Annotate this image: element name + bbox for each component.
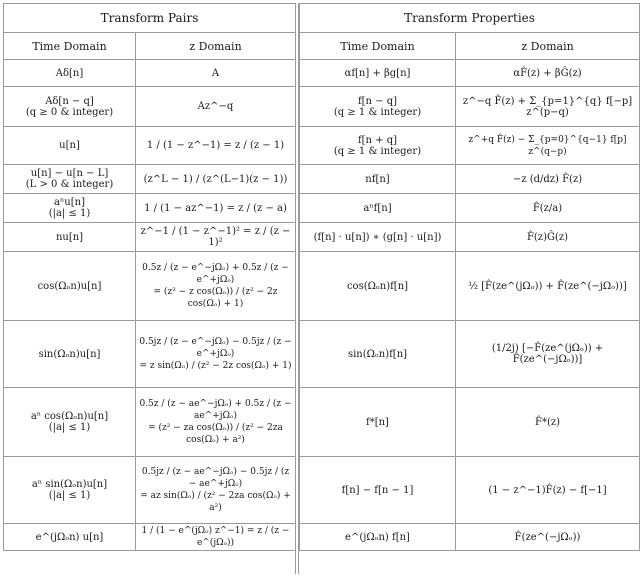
props-cell <box>456 457 640 524</box>
props-cell <box>456 127 640 165</box>
pairs-time-domain-cell: e^(jΩₒn) u[n] <box>35 531 104 543</box>
props-cell <box>300 321 456 388</box>
pairs-cell <box>4 223 136 252</box>
pairs-cell <box>136 457 296 524</box>
props-cell <box>456 165 640 194</box>
pairs-row <box>4 321 296 388</box>
props-row <box>300 388 640 457</box>
props-time-domain-cell: nf[n] <box>365 173 390 185</box>
props-z-domain-cell: −z (d/dz) F̂(z) <box>512 173 583 185</box>
props-z-domain-cell: F̂(ze^(−jΩₒ)) <box>514 531 581 543</box>
props-time-domain-cell: e^(jΩₒn) f[n] <box>345 531 410 543</box>
props-row <box>300 457 640 524</box>
pairs-time-domain-cell: Aδ[n] <box>55 67 84 79</box>
pairs-row <box>4 165 296 194</box>
pairs-row <box>4 252 296 321</box>
props-row <box>300 165 640 194</box>
props-row <box>300 524 640 551</box>
props-z-domain-header: z Domain <box>456 33 640 60</box>
pairs-z-domain-cell: 0.5z / (z − ae^−jΩₒ) + 0.5z / (z − ae^+jΩₒ) = (z² − za cos(Ωₒ)) / (z² − 2za cos(Ωₒ) + a²) <box>139 399 292 445</box>
pairs-row <box>4 60 296 87</box>
props-cell <box>456 252 640 321</box>
props-cell <box>300 388 456 457</box>
props-z-domain-cell: F̂*(z) <box>535 416 561 428</box>
pairs-z-domain-cell: 0.5jz / (z − ae^−jΩₒ) − 0.5jz / (z − ae^+jΩₒ) = az sin(Ωₒ) / (z² − 2za cos(Ωₒ) + a²) <box>140 467 291 513</box>
props-cell <box>456 321 640 388</box>
props-cell <box>456 87 640 127</box>
pairs-cell <box>136 252 296 321</box>
pairs-group-header: Transform Pairs <box>4 4 296 33</box>
pairs-z-domain-header: z Domain <box>136 33 296 60</box>
props-time-domain-cell: (f[n] · u[n]) ∗ (g[n] · u[n]) <box>313 231 442 243</box>
props-time-domain-header: Time Domain <box>300 33 456 60</box>
props-z-domain-cell: F̂(z)Ĝ(z) <box>526 231 569 243</box>
pairs-z-domain-cell: z^−1 / (1 − z^−1)² = z / (z − 1)² <box>140 226 291 248</box>
pairs-time-domain-cell: Aδ[n − q] (q ≥ 0 & integer) <box>25 95 114 118</box>
pairs-cell <box>4 165 136 194</box>
props-cell <box>300 194 456 223</box>
props-cell <box>300 524 456 551</box>
props-cell <box>300 252 456 321</box>
pairs-cell <box>136 524 296 551</box>
pairs-z-domain-cell: 0.5jz / (z − e^−jΩₒ) − 0.5jz / (z − e^+jΩₒ) = z sin(Ωₒ) / (z² − 2z cos(Ωₒ) + 1) <box>139 337 292 371</box>
pairs-row <box>4 127 296 165</box>
props-row <box>300 127 640 165</box>
pairs-row <box>4 194 296 223</box>
pairs-time-domain-cell: u[n] − u[n − L] (L > 0 & integer) <box>25 168 114 190</box>
props-cell <box>456 60 640 87</box>
props-row <box>300 252 640 321</box>
props-time-domain-cell: αf[n] + βg[n] <box>344 67 411 79</box>
pairs-cell <box>4 127 136 165</box>
transform-pairs-table <box>3 3 296 551</box>
props-cell <box>456 223 640 252</box>
pairs-cell <box>136 388 296 457</box>
props-row <box>300 223 640 252</box>
pairs-cell <box>4 87 136 127</box>
pairs-cell <box>136 194 296 223</box>
pairs-time-domain-cell: aⁿ sin(Ωₒn)u[n] (|a| ≤ 1) <box>31 479 108 501</box>
props-time-domain-cell: sin(Ωₒn)f[n] <box>347 348 408 360</box>
props-z-domain-cell: z^−q F̂(z) + Σ_{p=1}^{q} f[−p] z^(p−q) <box>462 95 633 118</box>
pairs-cell <box>4 457 136 524</box>
props-cell <box>456 524 640 551</box>
props-cell <box>300 457 456 524</box>
props-cell <box>300 223 456 252</box>
pairs-time-domain-header: Time Domain <box>4 33 136 60</box>
props-cell <box>300 87 456 127</box>
props-row <box>300 60 640 87</box>
props-row <box>300 194 640 223</box>
props-row <box>300 87 640 127</box>
props-cell <box>456 388 640 457</box>
pairs-time-domain-cell: aⁿ cos(Ωₒn)u[n] (|a| ≤ 1) <box>30 411 109 433</box>
pairs-z-domain-cell: 1 / (1 − z^−1) = z / (z − 1) <box>146 140 285 151</box>
pairs-cell <box>4 60 136 87</box>
props-z-domain-cell: ½ [F̂(ze^(jΩₒ)) + F̂(ze^(−jΩₒ))] <box>468 280 627 292</box>
props-z-domain-cell: (1 − z^−1)F̂(z) − f[−1] <box>488 484 607 496</box>
transform-properties-table <box>299 3 640 551</box>
props-cell <box>300 165 456 194</box>
pairs-cell <box>4 321 136 388</box>
props-time-domain-cell: cos(Ωₒn)f[n] <box>346 280 409 292</box>
pairs-time-domain-cell: u[n] <box>59 140 80 151</box>
pairs-cell <box>4 388 136 457</box>
pairs-row <box>4 457 296 524</box>
pairs-time-domain-cell: cos(Ωₒn)u[n] <box>37 280 102 292</box>
pairs-cell <box>136 165 296 194</box>
pairs-row <box>4 388 296 457</box>
pairs-cell <box>136 87 296 127</box>
props-cell <box>300 127 456 165</box>
props-z-domain-cell: z^+q F̂(z) − Σ_{p=0}^{q−1} f[p] z^(q−p) <box>468 134 627 157</box>
pairs-z-domain-cell: (z^L − 1) / (z^(L−1)(z − 1)) <box>143 173 288 185</box>
props-time-domain-cell: f*[n] <box>366 416 389 428</box>
pairs-z-domain-cell: 1 / (1 − az^−1) = z / (z − a) <box>144 202 287 214</box>
transform-sheet <box>3 3 639 574</box>
pairs-z-domain-cell: Az^−q <box>197 101 234 112</box>
pairs-z-domain-cell: 0.5z / (z − e^−jΩₒ) + 0.5z / (z − e^+jΩₒ) = (z² − z cos(Ωₒ)) / (z² − 2z cos(Ωₒ) + 1) <box>142 263 289 309</box>
pairs-cell <box>136 321 296 388</box>
pairs-cell <box>136 127 296 165</box>
props-cell <box>300 60 456 87</box>
props-z-domain-cell: αF̂(z) + βĜ(z) <box>513 67 582 79</box>
props-cell <box>456 194 640 223</box>
props-time-domain-cell: aⁿf[n] <box>363 202 392 214</box>
props-row <box>300 321 640 388</box>
pairs-cell <box>4 194 136 223</box>
pairs-time-domain-cell: aⁿu[n] (|a| ≤ 1) <box>48 197 91 219</box>
props-group-header: Transform Properties <box>300 4 640 33</box>
pairs-z-domain-cell: 1 / (1 − e^(jΩₒ) z^−1) = z / (z − e^(jΩₒ)) <box>141 526 290 548</box>
pairs-cell <box>136 60 296 87</box>
props-time-domain-cell: f[n − q] (q ≥ 1 & integer) <box>333 95 422 118</box>
pairs-row <box>4 524 296 551</box>
props-z-domain-cell: F̂(z/a) <box>532 202 563 214</box>
pairs-cell <box>136 223 296 252</box>
pairs-time-domain-cell: sin(Ωₒn)u[n] <box>38 348 101 360</box>
pairs-time-domain-cell: nu[n] <box>55 231 84 243</box>
props-time-domain-cell: f[n + q] (q ≥ 1 & integer) <box>333 134 422 157</box>
pairs-z-domain-cell: A <box>211 67 220 79</box>
props-z-domain-cell: (1/2j) [−F̂(ze^(jΩₒ)) + F̂(ze^(−jΩₒ))] <box>491 343 604 365</box>
props-time-domain-cell: f[n] − f[n − 1] <box>341 484 414 496</box>
pairs-row <box>4 223 296 252</box>
pairs-cell <box>4 524 136 551</box>
pairs-cell <box>4 252 136 321</box>
pairs-row <box>4 87 296 127</box>
